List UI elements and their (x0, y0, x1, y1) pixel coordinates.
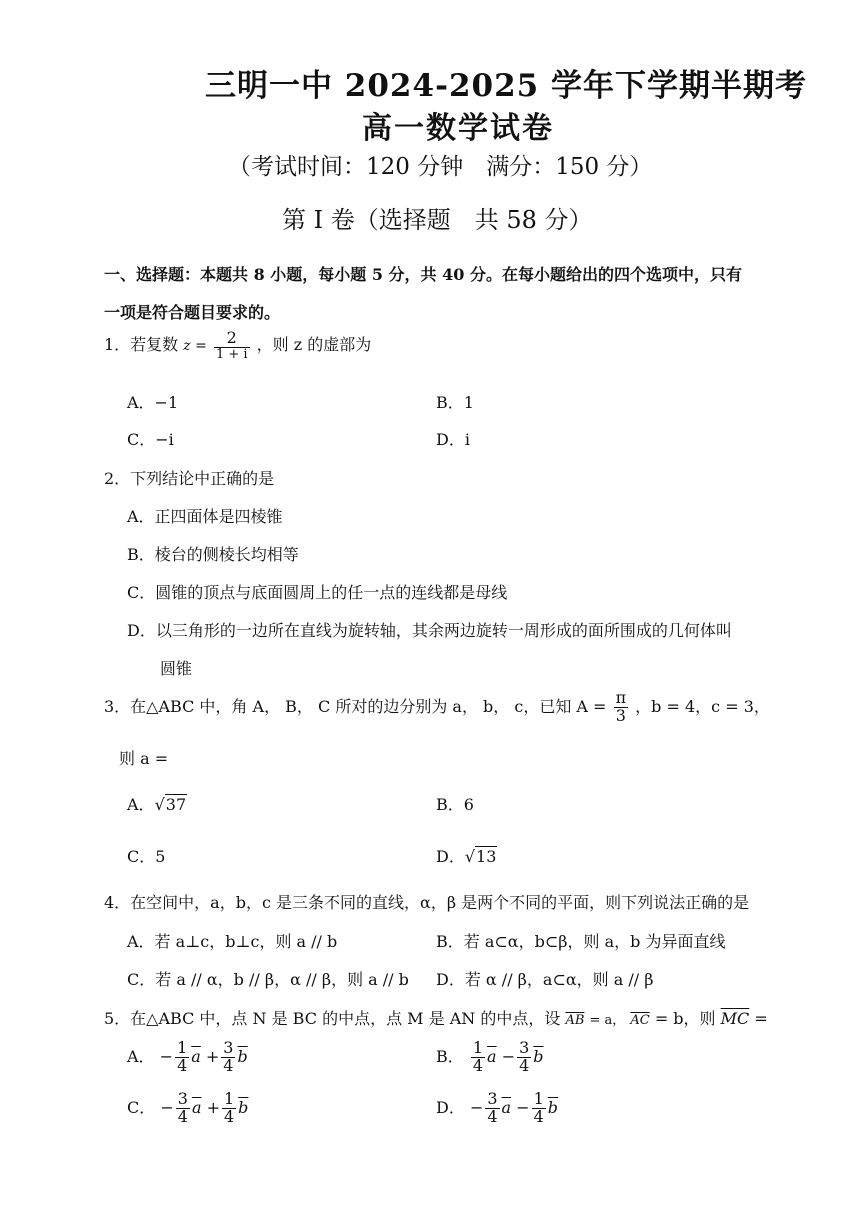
question-5-d-vec1: $\overline{a}$ (501, 1097, 512, 1117)
question-5-option-b (436, 1040, 544, 1075)
question-5-a-sign2: + (205, 1046, 220, 1066)
question-5-b-num2: 3 (519, 1038, 530, 1057)
exam-info: （考试时间：120 分钟 满分：150 分） (228, 154, 653, 180)
question-5-d-sign1: − (469, 1097, 484, 1117)
question-3-suffix: ，b = 4，c = 3， (635, 696, 770, 716)
question-3-numerator: π (615, 688, 627, 707)
question-5-b-vec2: $\overline{b}$ (533, 1046, 544, 1066)
question-1-stem (104, 330, 371, 361)
exam-subtitle: 高一数学试卷 (362, 111, 554, 146)
question-5-b-den1: 4 (472, 1055, 484, 1075)
question-5-c-num1: 3 (177, 1089, 188, 1108)
question-5-option-d-label: D． (436, 1097, 465, 1117)
question-3-option-d: D．√13 (436, 847, 497, 866)
question-5-d-den1: 4 (487, 1106, 498, 1126)
question-3-denominator: 3 (615, 705, 626, 725)
question-2-option-d-line1: D．以三角形的一边所在直线为旋转轴，其余两边旋转一周形成的面所围成的几何体叫 (127, 621, 732, 640)
question-5-option-d (436, 1091, 558, 1126)
question-4-option-c: C．若 a // α，b // β，α // β，则 a // b (127, 970, 409, 989)
question-1-fraction (214, 330, 250, 361)
part-label: 第 I 卷（选择题 共 58 分） (282, 206, 593, 234)
question-3-option-d-label: D． (436, 847, 465, 866)
question-2-option-c: C．圆锥的顶点与底面圆周上的任一点的连线都是母线 (127, 583, 508, 602)
question-3-option-d-radicand: 13 (476, 847, 497, 866)
question-5-c-sign2: + (206, 1097, 220, 1117)
question-3-stem (104, 690, 770, 725)
question-5-option-c-label: C． (127, 1097, 156, 1117)
question-4-option-d: D．若 α // β，a⊂α，则 a // β (436, 970, 654, 989)
question-5-tail: = (754, 1009, 768, 1028)
question-5-option-a (127, 1040, 248, 1075)
question-2-stem: 2．下列结论中正确的是 (104, 469, 275, 488)
question-5-d-sign2: − (516, 1097, 530, 1117)
question-5-a-num1: 1 (177, 1038, 188, 1057)
question-5-option-c (127, 1091, 248, 1126)
question-3-option-c: C．5 (127, 847, 166, 866)
question-5-d-num1: 3 (487, 1089, 498, 1108)
question-5-option-a-label: A． (127, 1046, 155, 1066)
question-5-d-den2: 4 (533, 1106, 544, 1126)
question-1-suffix: ，则 z 的虚部为 (256, 335, 372, 355)
question-5-d-num2: 1 (533, 1089, 544, 1108)
question-5-a-den2: 4 (223, 1055, 234, 1075)
question-2-option-d-line2: 圆锥 (160, 659, 193, 678)
question-5-b-vec1: $\overline{a}$ (487, 1046, 497, 1066)
question-5-option-b-label: B． (436, 1046, 464, 1066)
question-5-c-den1: 4 (177, 1106, 188, 1126)
question-5-c-den2: 4 (223, 1106, 235, 1126)
question-5-a-vec2: $\overline{b}$ (237, 1046, 248, 1066)
question-5-a-vec1: $\overline{a}$ (191, 1046, 201, 1066)
question-5-c-vec2: $\overline{b}$ (238, 1097, 249, 1117)
question-1-option-b: B．1 (436, 393, 474, 412)
question-5-a-den1: 4 (177, 1055, 188, 1075)
question-1-numerator: 2 (214, 330, 250, 348)
question-5-a-sign1: − (159, 1046, 174, 1066)
question-1-z: z = (183, 338, 207, 355)
question-5-c-sign1: − (160, 1097, 174, 1117)
question-3-fraction (614, 690, 629, 725)
question-5-b-den2: 4 (519, 1055, 530, 1075)
question-5-c-vec1: $\overline{a}$ (191, 1097, 202, 1117)
question-2-option-a: A．正四面体是四棱锥 (127, 507, 283, 526)
question-5-d-vec2: $\overline{b}$ (547, 1097, 559, 1117)
question-3-option-a-label: A． (127, 795, 155, 814)
question-5-prefix: 5．在△ABC 中，点 N 是 BC 的中点，点 M 是 AN 的中点，设 (104, 1009, 561, 1028)
question-3-option-b: B．6 (436, 795, 474, 814)
question-1-option-c: C．−i (127, 430, 174, 449)
question-5-b-sign2: − (501, 1046, 516, 1066)
question-1-denominator: 1 + i (215, 346, 248, 362)
question-5-vector-mc: $\overline{MC}$ (720, 1009, 750, 1028)
question-5-vector-ab: $\overline{AB}$ (565, 1013, 585, 1028)
question-1-prefix: 1．若复数 (104, 335, 179, 355)
question-3-option-a: A．√37 (127, 795, 187, 814)
question-4-stem: 4．在空间中，a，b，c 是三条不同的直线，α，β 是两个不同的平面，则下列说法正确的是 (104, 893, 750, 912)
question-3-prefix: 3．在△ABC 中，角 A， B， C 所对的边分别为 a， b， c，已知 A = (104, 696, 607, 716)
section-instructions-line1: 一、选择题：本题共 8 小题，每小题 5 分，共 40 分。在每小题给出的四个选项中，只有 (104, 265, 742, 284)
question-5-vector-ac: $\overline{AC}$ (630, 1013, 650, 1028)
question-3-line2: 则 a = (119, 749, 169, 768)
question-5-eq-b: = b，则 (654, 1009, 716, 1028)
question-4-option-a: A．若 a⊥c，b⊥c，则 a // b (127, 932, 338, 951)
question-5-eq-a: = a， (589, 1013, 626, 1028)
question-5-c-num2: 1 (223, 1089, 235, 1108)
question-5-a-num2: 3 (223, 1038, 234, 1057)
question-2-option-b: B．棱台的侧棱长均相等 (127, 545, 299, 564)
question-5-stem (104, 1006, 768, 1029)
question-1-option-a: A．−1 (127, 393, 179, 412)
exam-title: 三明一中 2024-2025 学年下学期半期考 (205, 68, 808, 104)
question-5-b-num1: 1 (472, 1038, 484, 1057)
question-4-option-b: B．若 a⊂α，b⊂β，则 a，b 为异面直线 (436, 932, 726, 951)
question-1-option-d: D．i (436, 430, 470, 449)
section-instructions-line2: 一项是符合题目要求的。 (104, 303, 281, 322)
question-3-option-a-radicand: 37 (165, 795, 187, 814)
